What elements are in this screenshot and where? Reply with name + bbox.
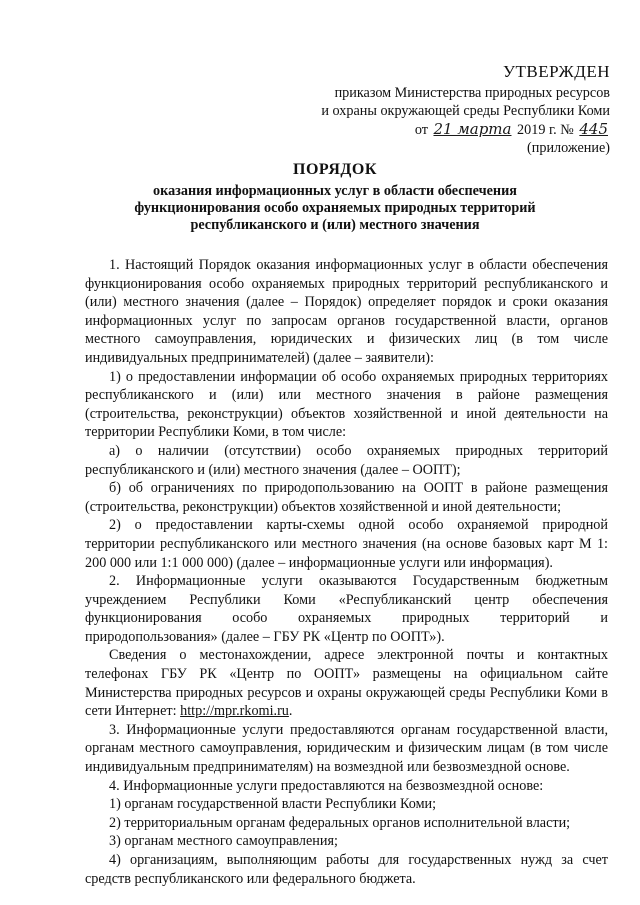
approved-stamp: УТВЕРЖДЕН	[503, 62, 610, 81]
paragraph: 2. Информационные услуги оказываются Государственным бюджетным учреждением Республики Коми «Республиканский центр обеспечения функционирования особо охраняемых природных территорий и природопользования» (далее – ГБУ РК «Центр по ООПТ»).	[85, 573, 608, 645]
title-line-3: республиканского и (или) местного значения	[190, 217, 480, 233]
document-title	[60, 161, 610, 234]
year-number-text: 2019 г. №	[517, 122, 574, 138]
handwritten-date: 21 марта	[433, 120, 512, 138]
paragraph: 1) о предоставлении информации об особо охраняемых природных территориях республиканского и (или) или местного значения в районе размещения (строительства, реконструкции) объектов хозяйственной и иной деятельности на территории Республики Коми, в том числе:	[85, 368, 608, 441]
approval-order-line: приказом Министерства природных ресурсов	[334, 85, 610, 101]
paragraph: 2) о предоставлении карты-схемы одной особо охраняемой природной территории республиканского или местного значения (на основе базовых карт М 1: 200 000 или 1:1 000 000) (далее – информационные услуги или информация).	[85, 517, 608, 571]
paragraph: 3. Информационные услуги предоставляются органам государственной власти, органам местного самоуправления, юридическим и физическим лицам (в том числе индивидуальным предпринимателям) на возмездной или безвозмездной основе.	[85, 721, 608, 776]
title-line-2: функционирования особо охраняемых природных территорий	[134, 200, 536, 216]
handwritten-number: 445	[579, 120, 608, 138]
title-line-1: оказания информационных услуг в области обеспечения	[153, 183, 517, 199]
paragraph: 1. Настоящий Порядок оказания информационных услуг в области обеспечения функционирования особо охраняемых природных территорий республиканского и (или) местного значения (далее – Порядок) определяет порядок и сроки оказания информационных услуг по запросам органов государственной власти, органов местного самоуправления, юридических и физических лиц (в том числе индивидуальных предпринимателей) (далее – заявители):	[85, 257, 608, 366]
paragraph-contacts	[85, 646, 608, 720]
date-prefix: от	[414, 122, 428, 138]
ministry-website-link[interactable]: http://mpr.rkomi.ru	[180, 703, 289, 720]
document-body	[85, 256, 608, 888]
paragraph: 2) территориальным органам федеральных органов исполнительной власти;	[109, 814, 571, 831]
approval-header	[321, 63, 610, 157]
contacts-text: Сведения о местонахождении, адресе электронной почты и контактных телефонах ГБУ РК «Центр по ООПТ» размещены на официальном сайте Министерства природных ресурсов и охраны окружающей среды Республики Коми в сети Интернет:	[85, 647, 608, 720]
title-main: ПОРЯДОК	[293, 161, 377, 178]
approval-ministry-line: и охраны окружающей среды Республики Коми	[321, 103, 610, 119]
paragraph: а) о наличии (отсутствии) особо охраняемых природных территорий республиканского и (или) местного значения (далее – ООПТ);	[85, 442, 608, 478]
paragraph: 1) органам государственной власти Республики Коми;	[109, 796, 437, 813]
approval-date-line	[321, 120, 610, 139]
contacts-end: .	[288, 703, 293, 720]
paragraph: 4. Информационные услуги предоставляются на безвозмездной основе:	[109, 777, 544, 794]
paragraph: 3) органам местного самоуправления;	[109, 833, 338, 850]
annex-label: (приложение)	[527, 140, 610, 156]
paragraph: б) об ограничениях по природопользованию на ООПТ в районе размещения (строительства, реконструкции) объектов хозяйственной и иной деятельности;	[85, 480, 608, 515]
paragraph: 4) организациям, выполняющим работы для государственных нужд за счет средств республиканского или федерального бюджета.	[85, 852, 608, 887]
